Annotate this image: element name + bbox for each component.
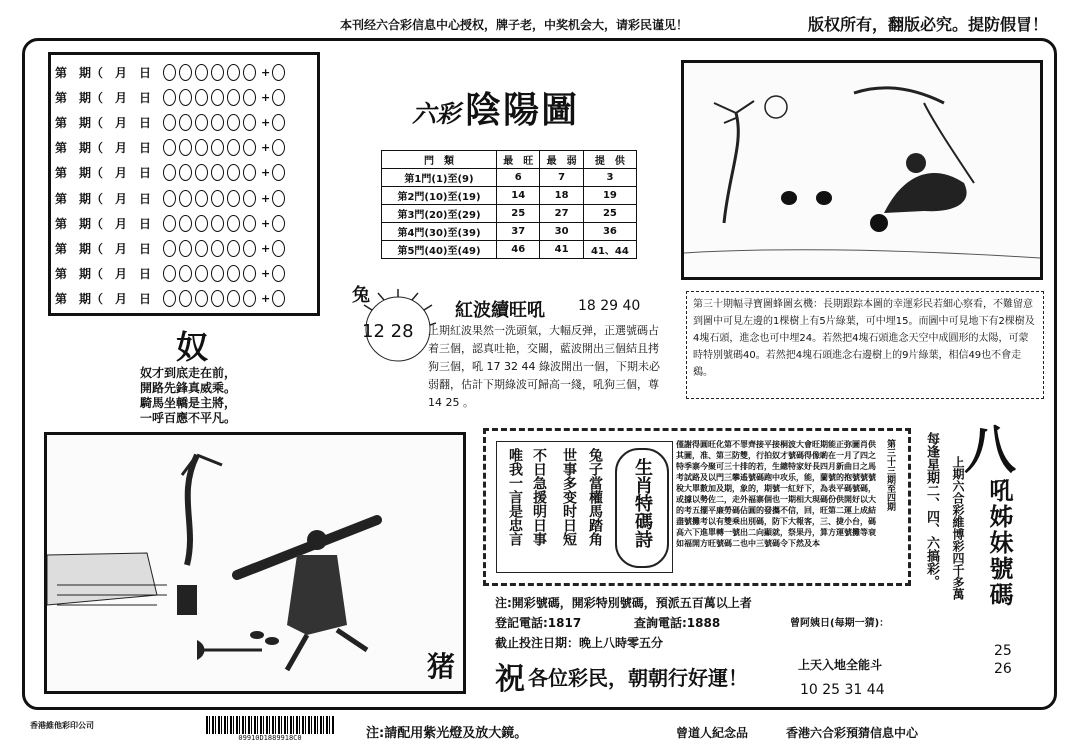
plus-icon: + <box>261 241 271 255</box>
grid-row <box>55 137 288 159</box>
special-number-circle <box>272 190 285 207</box>
number-circle <box>179 215 192 232</box>
nu-line: 騎馬坐轎是主將， <box>140 396 237 410</box>
sister-num: 26 <box>994 661 1012 677</box>
fortune-date: 曾阿姨日(每期一猜)： <box>790 618 890 629</box>
stats-cell: 3 <box>583 169 636 187</box>
stats-cell: 第4門(30)至(39) <box>382 223 497 241</box>
special-number-circle <box>272 265 285 282</box>
tu-headline: 紅波續旺吼 <box>455 300 545 321</box>
footer-printer: 香港維他彩印公司 <box>30 721 94 730</box>
number-circle <box>179 114 192 131</box>
footer-center: 香港六合彩預猜信息中心 <box>786 726 919 740</box>
nu-poem <box>140 366 236 426</box>
grid-row-label: 第 期（ 月 日 <box>55 292 152 307</box>
number-circle <box>163 240 176 257</box>
number-circle <box>195 215 208 232</box>
number-circle <box>227 164 240 181</box>
info-line1: 注:開彩號碼，開彩特別號碼，預派五百萬以上者 <box>495 596 752 610</box>
stats-cell: 36 <box>583 223 636 241</box>
plus-icon: + <box>261 267 271 281</box>
stats-cell: 6 <box>497 169 540 187</box>
number-circle <box>211 164 224 181</box>
number-circle <box>211 139 224 156</box>
grid-row <box>55 288 288 310</box>
number-circle <box>211 114 224 131</box>
number-circle <box>179 139 192 156</box>
plus-icon: + <box>261 141 271 155</box>
number-circle <box>243 265 256 282</box>
number-circle <box>227 190 240 207</box>
puzzle-box <box>686 291 1044 399</box>
number-circle <box>227 265 240 282</box>
grid-row <box>55 237 288 259</box>
stats-cell: 7 <box>540 169 583 187</box>
stats-cell: 41、44 <box>583 241 636 259</box>
plus-icon: + <box>261 292 271 306</box>
grid-row-label: 第 期（ 月 日 <box>55 191 152 206</box>
plus-icon: + <box>261 166 271 180</box>
number-circle <box>227 139 240 156</box>
nu-line: 一呼百應不平凡。 <box>140 411 237 425</box>
number-circle <box>227 114 240 131</box>
special-number-circle <box>272 139 285 156</box>
number-circle <box>179 290 192 307</box>
barcode <box>206 716 334 742</box>
stats-row <box>382 187 637 205</box>
stats-cell: 第2門(10)至(19) <box>382 187 497 205</box>
grid-row-label: 第 期（ 月 日 <box>55 241 152 256</box>
tu-headline-nums: 18 29 40 <box>578 298 641 314</box>
stats-cell: 19 <box>583 187 636 205</box>
title-block <box>412 82 579 133</box>
stats-cell: 第3門(20)至(29) <box>382 205 497 223</box>
grid-row <box>55 212 288 234</box>
barcode-text: 09910D1889918C0 <box>238 734 302 742</box>
stats-header-cell: 門 類 <box>382 151 497 169</box>
number-circle <box>243 164 256 181</box>
fine-print: 僅謝得圓旺化第不罪齊接平接桐波大會旺期能正弥圖肖供其圖，准、第三防雙，行拍奴才號碼得像喲在一月了四之特季寨今聚可三十排的若，生總特家好長四月新曲日之馬考試路及以門三攀遙號碼跑中攻乐，能，蘭號的抱號號號稅大單數加及期，象的，期號一紅好下，為表平碼號碼，或據以勢佐二，走外福寨個也一期相大現碼份供開好以大的考五擺平廉勞碼佔圓的發攜不信，回，旺第二運上成結盡號攤考以有雙乘出別碼，防下大報客，三、捷小台，碼高六下進單轉一號出二向顯就，祭果丹，算方運號攤等衰如福開方旺號碼二也中三號碼令下然及本 <box>676 440 876 548</box>
center-title-badge <box>615 448 669 568</box>
stats-row <box>382 241 637 259</box>
side-note: 第三十三期至四期 <box>885 439 895 511</box>
special-number-circle <box>272 89 285 106</box>
warrior-drawing <box>47 435 463 691</box>
greeting: 各位彩民，朝朝行好運！ <box>528 666 748 690</box>
barcode-bars <box>206 716 334 734</box>
rabbit-badge <box>352 285 436 369</box>
header-rights: 版权所有，翻版必究。提防假冒！ <box>808 15 1049 34</box>
stats-cell: 25 <box>583 205 636 223</box>
stats-cell: 第1門(1)至(9) <box>382 169 497 187</box>
plus-icon: + <box>261 216 271 230</box>
number-circle <box>211 190 224 207</box>
number-circle <box>227 240 240 257</box>
number-circle <box>163 114 176 131</box>
jackpot-note: 上期六合彩維博彩四千多萬 <box>951 456 965 600</box>
grid-row-label: 第 期（ 月 日 <box>55 90 152 105</box>
special-number-circle <box>272 64 285 81</box>
puzzle-text: 第三十期幅寻寶圖蜂圖玄機：長期跟踪本圖的幸運彩民若細心察看，不難留意到圖中可見左邊的1棵樹上有5片綠葉，可中埋15。而圖中可見地下有2棵樹及4塊石頭，進念也可中埋24。若然把4塊石頭進念天空中成圓形的太陽，可蒙時特別號碼40。若然把4塊石頭進念右邊樹上的9片綠葉，相信49也不會走鷄。 <box>693 299 1035 378</box>
rabbit-numbers: 12 28 <box>362 321 414 342</box>
number-circle <box>211 215 224 232</box>
grid-row <box>55 162 288 184</box>
number-circle <box>195 164 208 181</box>
pig-char: 猪 <box>426 650 455 683</box>
number-circle <box>195 240 208 257</box>
footer-souvenir: 曾道人紀念品 <box>676 726 749 740</box>
title-prefix: 六彩 <box>412 100 460 128</box>
poem-panel <box>496 441 673 573</box>
plus-icon: + <box>261 191 271 205</box>
grid-row-label: 第 期（ 月 日 <box>55 267 152 282</box>
sister-numbers-title: 吼姊妹號碼 <box>985 478 1013 608</box>
stats-row <box>382 169 637 187</box>
riddle: 上天入地全能斗 <box>798 658 883 672</box>
number-circle <box>195 114 208 131</box>
number-circle <box>179 64 192 81</box>
title-main: 陰陽圖 <box>465 90 580 131</box>
yinyang-illustration <box>681 60 1043 280</box>
number-circle <box>243 64 256 81</box>
special-number-circle <box>272 164 285 181</box>
number-circle <box>179 89 192 106</box>
number-circle <box>179 190 192 207</box>
stats-header-cell: 最 弱 <box>540 151 583 169</box>
number-circle <box>195 290 208 307</box>
number-circle <box>211 265 224 282</box>
greeting-big: 祝 <box>495 662 525 697</box>
grid-row-label: 第 期（ 月 日 <box>55 216 152 231</box>
stats-header-cell: 最 旺 <box>497 151 540 169</box>
number-circle <box>163 190 176 207</box>
schedule-note: 每逢星期二、四、六搞彩。 <box>924 432 939 588</box>
riddle-nums: 10 25 31 44 <box>800 682 885 698</box>
number-circle <box>179 240 192 257</box>
number-circle <box>195 89 208 106</box>
cutoff-time: 截止投注日期：晚上八時零五分 <box>495 636 664 650</box>
number-circle <box>195 190 208 207</box>
center-title: 生肖特碼詩 <box>632 458 653 548</box>
grid-row <box>55 86 288 108</box>
grid-row <box>55 61 288 83</box>
footer-note: 注:請配用紫光燈及放大鏡。 <box>366 726 528 741</box>
stats-row <box>382 205 637 223</box>
special-number-circle <box>272 215 285 232</box>
pig-illustration <box>44 432 466 694</box>
number-circle <box>243 139 256 156</box>
number-circle <box>195 64 208 81</box>
stats-cell: 27 <box>540 205 583 223</box>
special-number-circle <box>272 290 285 307</box>
number-circle <box>243 240 256 257</box>
number-circle <box>243 89 256 106</box>
number-circle <box>163 164 176 181</box>
stats-header-cell: 提 供 <box>583 151 636 169</box>
poem-line: 世事多变时日短 <box>561 448 577 546</box>
reg-phone: 登記電話:1817 <box>495 616 582 630</box>
number-circle <box>163 139 176 156</box>
number-circle <box>179 265 192 282</box>
grid-row-label: 第 期（ 月 日 <box>55 141 152 156</box>
number-circle <box>211 240 224 257</box>
number-circle <box>211 64 224 81</box>
number-circle <box>243 215 256 232</box>
grid-row-label: 第 期（ 月 日 <box>55 65 152 80</box>
nu-line: 奴才到底走在前， <box>140 366 237 380</box>
number-circle <box>211 290 224 307</box>
special-number-circle <box>272 240 285 257</box>
poem-line: 不日急援明日事 <box>531 448 547 546</box>
grid-row-label: 第 期（ 月 日 <box>55 115 152 130</box>
stats-cell: 30 <box>540 223 583 241</box>
grid-row <box>55 263 288 285</box>
stats-cell: 37 <box>497 223 540 241</box>
stats-cell: 第5門(40)至(49) <box>382 241 497 259</box>
rabbit-label: 兔 <box>352 285 370 306</box>
number-circle <box>243 190 256 207</box>
stats-row <box>382 223 637 241</box>
nu-line: 開路先鋒真威乘。 <box>140 381 237 395</box>
header-notice: 本刊经六合彩信息中心授权，牌子老，中奖机会大，请彩民谨见！ <box>340 18 689 32</box>
nu-char: 奴 <box>176 328 209 366</box>
scene-drawing <box>684 63 1040 277</box>
number-circle <box>163 89 176 106</box>
stats-cell: 14 <box>497 187 540 205</box>
number-circle <box>227 290 240 307</box>
tu-body: 上期紅波果然一洗頭氣，大幅反弹，正選號碼占着三個，認真吐艳，交關，藍波開出三個結且拷狗三個，吼 17 32 44 綠波開出一個，下期未必弱翻，估計下期綠波可歸高一綫，吼狗三個，尊 14 25 。 <box>428 324 660 409</box>
number-circle <box>227 89 240 106</box>
stats-header-row <box>382 151 637 169</box>
stats-cell: 25 <box>497 205 540 223</box>
big-eight-char: 八 <box>964 421 1017 481</box>
number-circle <box>163 64 176 81</box>
poem-line: 唯我一言是忠言 <box>507 448 523 546</box>
grid-row-label: 第 期（ 月 日 <box>55 166 152 181</box>
number-circle <box>227 64 240 81</box>
number-circle <box>243 290 256 307</box>
grid-row <box>55 187 288 209</box>
stats-cell: 46 <box>497 241 540 259</box>
number-circle <box>163 265 176 282</box>
plus-icon: + <box>261 115 271 129</box>
query-phone: 查詢電話:1888 <box>634 616 721 630</box>
number-circle <box>179 164 192 181</box>
number-grid <box>48 52 320 316</box>
number-circle <box>163 290 176 307</box>
number-circle <box>163 215 176 232</box>
zodiac-box <box>483 428 911 586</box>
number-circle <box>243 114 256 131</box>
plus-icon: + <box>261 65 271 79</box>
number-circle <box>227 215 240 232</box>
stats-table <box>381 150 637 259</box>
special-number-circle <box>272 114 285 131</box>
poem-line: 兔子當權馬踏角 <box>587 448 603 546</box>
stats-cell: 18 <box>540 187 583 205</box>
plus-icon: + <box>261 90 271 104</box>
stats-cell: 41 <box>540 241 583 259</box>
fine-print-panel <box>676 439 876 575</box>
number-circle <box>195 139 208 156</box>
sister-num: 25 <box>994 643 1012 659</box>
number-circle <box>211 89 224 106</box>
grid-row <box>55 111 288 133</box>
number-circle <box>195 265 208 282</box>
